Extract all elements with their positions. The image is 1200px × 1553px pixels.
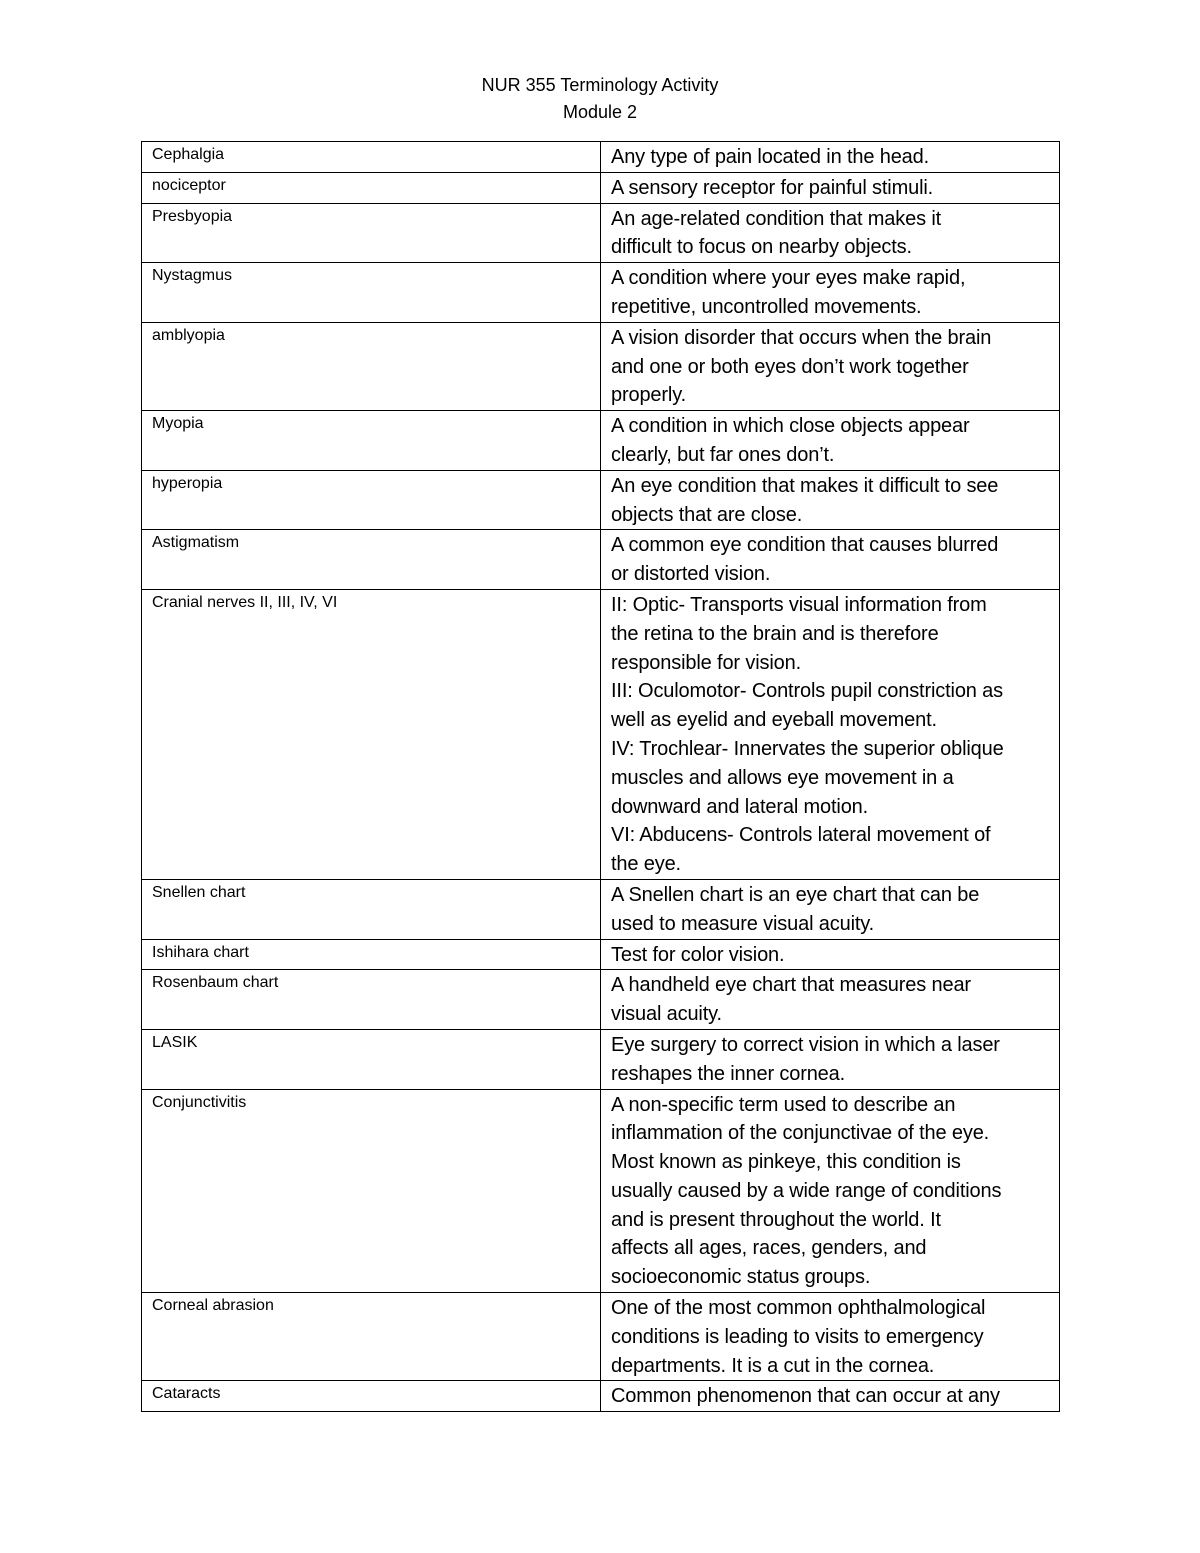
table-row [142,530,1060,590]
term-cell: Cataracts [142,1381,601,1412]
table-row [142,939,1060,970]
table-row [142,970,1060,1030]
definition-cell [601,879,1060,939]
definition-cell [601,970,1060,1030]
definition-line: Common phenomenon that can occur at any [611,1385,1000,1408]
definition-line: Test for color vision. [611,943,785,966]
term-cell: Astigmatism [142,530,601,590]
document-subtitle: Module 2 [562,102,638,122]
terminology-table-body [142,142,1060,1412]
definition-line: departments. It is a cut in the cornea. [611,1354,935,1377]
table-row [142,589,1060,879]
definition-line: One of the most common ophthalmological [611,1297,986,1320]
definition-line: Most known as pinkeye, this condition is [611,1151,961,1174]
term-cell: amblyopia [142,322,601,410]
table-row [142,879,1060,939]
term-cell: Rosenbaum chart [142,970,601,1030]
definition-line: III: Oculomotor- Controls pupil constriction as [611,680,1003,703]
document-title: NUR 355 Terminology Activity [481,75,719,95]
definition-line: objects that are close. [611,503,803,526]
table-row [142,1381,1060,1412]
definition-line: A non-specific term used to describe an [611,1093,956,1116]
term-cell: LASIK [142,1029,601,1089]
definition-cell [601,589,1060,879]
term-cell: Myopia [142,411,601,471]
terminology-table [141,141,1060,1412]
table-row [142,142,1060,173]
definition-line: the eye. [611,853,681,876]
document-header [0,72,1200,126]
table-row [142,1293,1060,1381]
definition-line: inflammation of the conjunctivae of the eye. [611,1122,990,1145]
definition-line: visual acuity. [611,1003,722,1026]
definition-cell [601,1089,1060,1293]
definition-line: An age-related condition that makes it [611,207,942,230]
term-cell: Conjunctivitis [142,1089,601,1293]
definition-cell [601,142,1060,173]
definition-line: reshapes the inner cornea. [611,1062,846,1085]
term-cell: Nystagmus [142,263,601,323]
table-row [142,263,1060,323]
table-row [142,203,1060,263]
definition-line: and one or both eyes don’t work together [611,355,969,378]
definition-line: A condition where your eyes make rapid, [611,267,966,290]
definition-line: difficult to focus on nearby objects. [611,236,912,259]
definition-line: IV: Trochlear- Innervates the superior oblique [611,737,1004,760]
definition-line: usually caused by a wide range of conditions [611,1179,1002,1202]
term-cell: Corneal abrasion [142,1293,601,1381]
definition-line: affects all ages, races, genders, and [611,1237,927,1260]
definition-cell [601,530,1060,590]
term-cell: Cephalgia [142,142,601,173]
definition-line: used to measure visual acuity. [611,912,875,935]
definition-cell [601,1029,1060,1089]
definition-cell [601,263,1060,323]
term-cell: nociceptor [142,172,601,203]
definition-line: repetitive, uncontrolled movements. [611,295,922,318]
definition-cell [601,203,1060,263]
definition-line: A sensory receptor for painful stimuli. [611,176,934,199]
definition-line: and is present throughout the world. It [611,1208,941,1231]
table-row [142,1089,1060,1293]
table-row [142,470,1060,530]
definition-line: Any type of pain located in the head. [611,146,930,168]
term-cell: Presbyopia [142,203,601,263]
definition-line: VI: Abducens- Controls lateral movement of [611,824,991,847]
definition-cell [601,1381,1060,1412]
definition-cell [601,470,1060,530]
term-cell: Ishihara chart [142,939,601,970]
definition-line: responsible for vision. [611,651,801,674]
term-cell: Snellen chart [142,879,601,939]
definition-cell [601,1293,1060,1381]
table-row [142,411,1060,471]
table-row [142,1029,1060,1089]
definition-line: or distorted vision. [611,563,771,586]
definition-cell [601,411,1060,471]
term-cell: hyperopia [142,470,601,530]
definition-line: Eye surgery to correct vision in which a laser [611,1033,1000,1056]
table-row [142,322,1060,410]
definition-line: II: Optic- Transports visual information from [611,593,987,616]
definition-line: A handheld eye chart that measures near [611,974,971,997]
definition-line: properly. [611,384,686,407]
definition-line: A condition in which close objects appear [611,415,970,438]
definition-line: clearly, but far ones don’t. [611,443,835,466]
definition-cell [601,939,1060,970]
term-cell: Cranial nerves II, III, IV, VI [142,589,601,879]
definition-line: socioeconomic status groups. [611,1266,871,1289]
definition-line: An eye condition that makes it difficult to see [611,474,999,497]
definition-line: A Snellen chart is an eye chart that can be [611,883,980,906]
definition-line: muscles and allows eye movement in a [611,766,954,789]
table-row [142,172,1060,203]
definition-cell [601,172,1060,203]
definition-line: downward and lateral motion. [611,795,869,818]
definition-cell [601,322,1060,410]
definition-line: A common eye condition that causes blurred [611,534,999,557]
definition-line: A vision disorder that occurs when the brain [611,326,992,349]
definition-line: well as eyelid and eyeball movement. [611,709,937,732]
definition-line: conditions is leading to visits to emergency [611,1325,984,1348]
definition-line: the retina to the brain and is therefore [611,622,939,645]
